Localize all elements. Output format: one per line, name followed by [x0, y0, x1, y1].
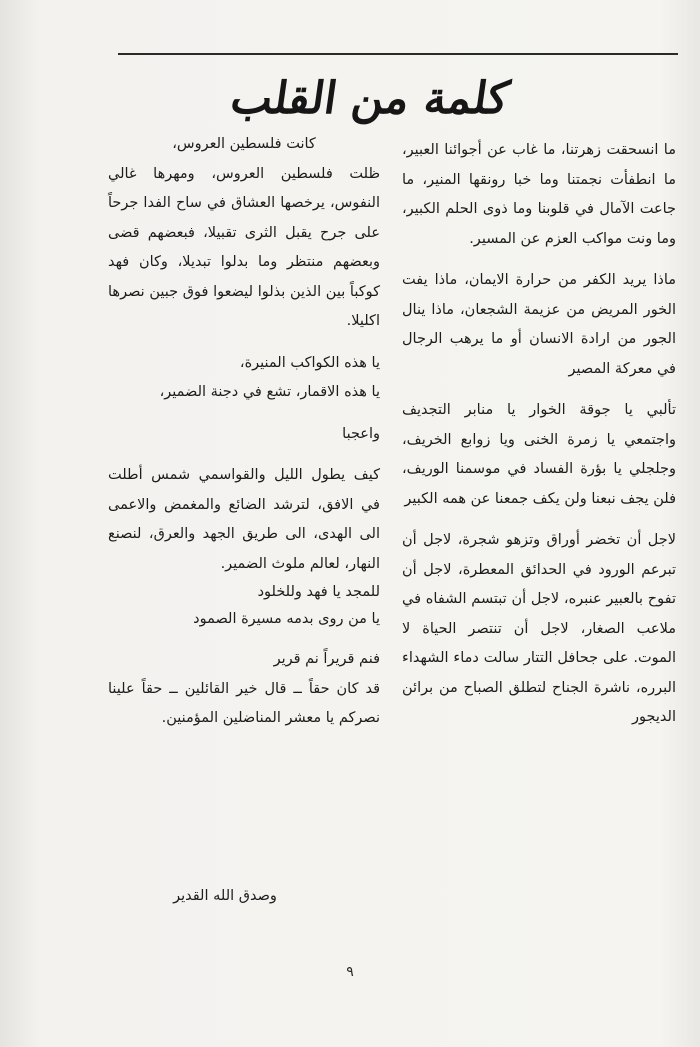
right-paragraph-3: تألبي يا جوقة الخوار يا منابر التجديف واجتمعي يا زمرة الخنى ويا زوابع الخريف، وجلجلي يا بؤرة الفساد في موسمنا الوريف، فلن يجف نبعنا ولن يكف جمعنا عن همه الكبير	[402, 402, 676, 507]
left-line-stars: يا هذه الكواكب المنيرة،	[239, 354, 380, 371]
left-paragraph-4: قد كان حقاً ــ قال خير القائلين ــ حقاً علينا نصركم يا معشر المناضلين المؤمنين.	[108, 680, 380, 726]
right-paragraph-1: ما انسحقت زهرتنا، ما غاب عن أجوائنا العبير، ما انطفأت نجمتنا وما خبا رونقها المنير، ما جاعت الآمال في قلوبنا وما ذوى الحلم الكبير، وما ونت مواكب العزم عن المسير.	[402, 142, 676, 247]
left-line-steadfast: يا من روى بدمه مسيرة الصمود	[193, 611, 380, 627]
right-paragraph-2: ماذا يريد الكفر من حرارة الايمان، ماذا يفت الخور المريض من عزيمة الشجعان، ماذا ينال الجور من ارادة الانسان أو ما يرهب الرجال في معركة المصير	[402, 272, 676, 377]
page-title: كلمة من القلب	[227, 73, 513, 124]
right-paragraph-4: لاجل أن تخضر أوراق وتزهو شجرة، لاجل أن تبرعم الورود في الحدائق المعطرة، لاجل أن تفوح بالعبير عنبره، لاجل أن تبتسم الشفاه في ملاعب الصغار، لاجل أن تنتصر الحياة لا الموت. على جحافل التتار سالت دماء الشهداء البرره، ناشرة الجناح لتطلق الصباح من برائن الديجور	[402, 532, 676, 725]
top-rule	[118, 53, 678, 55]
right-column	[402, 136, 676, 733]
left-paragraph-1: ظلت فلسطين العروس، ومهرها غالي النفوس، يرخصها العشاق في ساح الفدا جرحاً على جرح يقبل الثرى تقبيلا، فبعضهم قضى وبعضهم منتظر وما بدلوا تبديلا، وكان فهد كوكباً بين الذين بذلوا ليضعوا فوق جبين نصرها اكليلا.	[108, 165, 380, 329]
closing-signature: وصدق الله القدير	[173, 888, 277, 904]
left-column	[108, 130, 380, 734]
left-line-wonder: واعجبا	[342, 425, 380, 442]
left-paragraph-2: يا هذه الاقمار، تشع في دجنة الضمير،	[159, 384, 380, 400]
left-line-glory: للمجد يا فهد وللخلود	[257, 584, 380, 600]
left-paragraph-3: كيف يطول الليل والقواسمي شمس أطلت في الافق، لترشد الضائع والمغمض والاعمى الى الهدى، الى طريق الجهد والعرق، لنصنع النهار، لعالم ملوث الضمير.	[108, 467, 380, 572]
page-number: ٩	[346, 964, 354, 980]
left-heading: كانت فلسطين العروس،	[172, 136, 316, 152]
left-line-rest: فنم قريراً نم قرير	[273, 651, 380, 667]
